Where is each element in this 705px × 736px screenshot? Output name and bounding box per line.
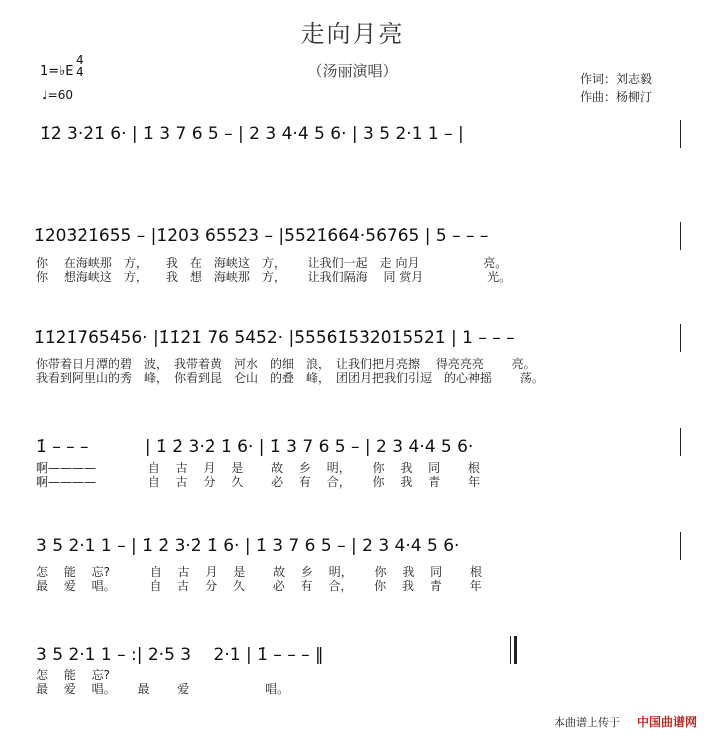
site-logo[interactable]: 中国曲谱网	[636, 715, 697, 729]
final-barline-thick	[514, 636, 517, 664]
lyric-row-6-verse-1: 怎 能 忘?	[36, 668, 110, 682]
end-barline-row-5	[680, 532, 681, 560]
end-barline-row-4	[680, 428, 681, 456]
tempo-marking: ♩=60	[42, 88, 73, 102]
end-barline-row-1	[680, 120, 681, 148]
lyric-row-2-verse-1: 你 在海峡那 方， 我 在 海峡这 方， 让我们一起 走 向月 亮。	[36, 256, 508, 270]
final-barline-thin	[510, 636, 511, 664]
lyricist-credit: 作词：刘志毅	[580, 72, 653, 86]
key-signature: 1=♭E	[40, 64, 74, 79]
score-row-5-notes: 3 5 2·1 1 – | 1̇ 2̇ 3·2̇ 1̇ 6· | 1̇ 3 7 6 5 – | 2 3 4·4 5 6·	[36, 536, 460, 556]
lyric-row-5-verse-2: 最 爱 唱。 自 古 分 久 必 有 合， 你 我 青 年	[36, 579, 482, 593]
score-row-6-notes: 3 5 2·1 1 – :| 2·5 3 2·1 | 1̇ – – – ‖	[36, 645, 324, 665]
time-signature	[76, 54, 84, 78]
lyric-row-3-verse-1: 你带着日月潭的碧 波， 我带着黄 河水 的细 浪， 让我们把月亮擦 得亮亮亮 亮。	[36, 357, 536, 371]
footer-upload-text: 本曲谱上传于	[553, 716, 620, 729]
time-sig-bottom: 4	[76, 65, 84, 79]
lyric-row-5-verse-1: 怎 能 忘? 自 古 月 是 故 乡 明， 你 我 同 根	[36, 565, 482, 579]
lyric-row-3-verse-2: 我看到阿里山的秀 峰， 你看到昆 仑山 的叠 峰， 团团月把我们引逗 的心神摇 荡。	[36, 371, 544, 385]
song-title: 走向月亮	[300, 20, 405, 48]
score-row-2-notes: 1̇2̇03̇2̇1̇6̇5̇5̇ – |1̇2̇03 6̇5̇5̇2̇3 – |5̇5̇2̇1̇6̇6̇4·5̇6̇7̇6̇5 | 5 – – –	[34, 226, 489, 246]
score-row-4-notes: 1̇ – – – | 1̇ 2̇ 3·2̇ 1̇ 6· | 1̇ 3 7 6 5 – | 2 3 4·4 5 6·	[36, 437, 474, 457]
lyric-row-4-verse-1: 啊———— 自 古 月 是 故 乡 明， 你 我 同 根	[36, 461, 480, 475]
score-row-3-notes: 1̇1̇2̇1̇7̇6̇5̇4̇5̇6· |1̇1̇2̇1̇ 7̇6 5̇4̇5̇2· |5̇5̇5̇6̇1̇5̇3̇2̇0̇1̇5̇5̇2̇1̇ | 1 – – –	[34, 328, 515, 348]
lyric-row-4-verse-2: 啊———— 自 古 分 久 必 有 合， 你 我 青 年	[36, 475, 480, 489]
singer-credit: （汤丽演唱）	[307, 62, 398, 80]
time-sig-top: 4	[76, 53, 84, 67]
score-row-1-notes: 1̇2̇ 3·2̇1̇ 6· | 1̇ 3 7 6 5 – | 2 3 4·4 5 6· | 3 5 2·1 1 – |	[40, 124, 464, 144]
end-barline-row-3	[680, 324, 681, 352]
composer-credit: 作曲：杨柳汀	[580, 90, 653, 104]
end-barline-row-2	[680, 222, 681, 250]
footer-credit	[554, 713, 697, 730]
lyric-row-6-verse-2: 最 爱 唱。 最 爱 唱。	[36, 682, 290, 696]
lyric-row-2-verse-2: 你 想海峡这 方， 我 想 海峡那 方， 让我们隔海 同 赏月 光。	[36, 270, 512, 284]
